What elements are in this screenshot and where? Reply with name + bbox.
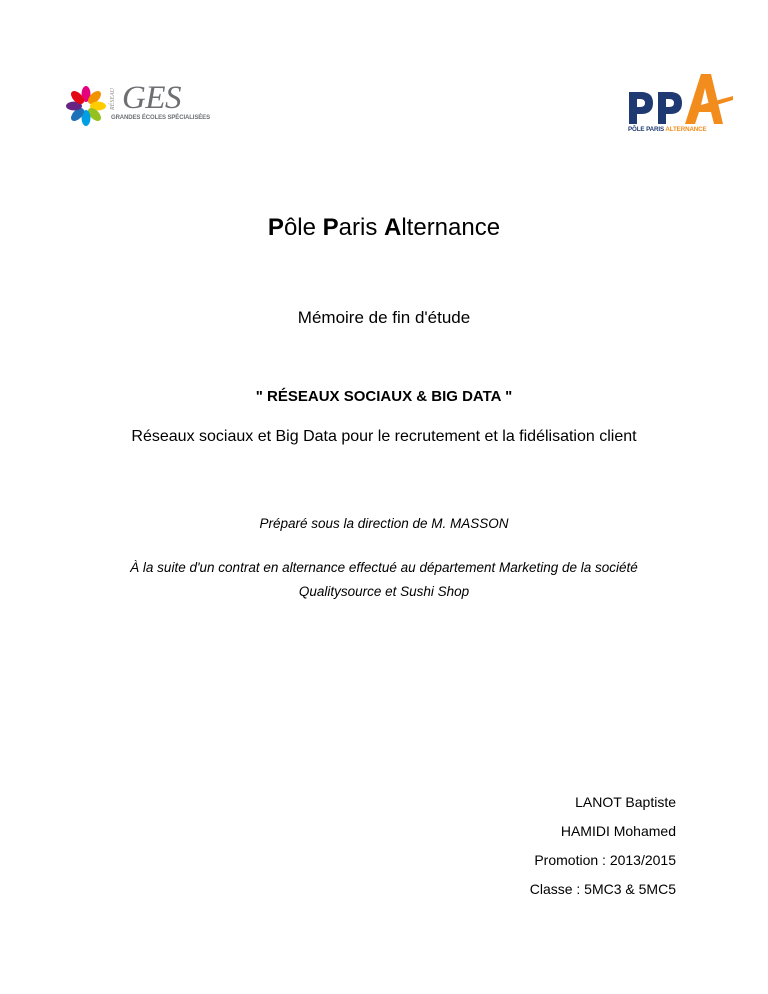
authors-block [530,788,676,904]
ppa-sub-orange: ALTERNANCE [665,126,707,133]
title-part-1: ôle [283,214,323,241]
main-topic: " RÉSEAUX SOCIAUX & BIG DATA " [255,388,513,405]
ges-logo [64,82,214,130]
title-part-3: lternance [401,214,501,241]
title-initial-p1: P [267,214,284,241]
ppa-sub-dark: PÔLE PARIS [628,126,665,133]
topic-description: Réseaux sociaux et Big Data pour le recrutement et la fidélisation client [131,428,637,445]
supervision-line: Préparé sous la direction de M. MASSON [259,516,509,531]
document-title [0,212,768,244]
classe: Classe : 5MC3 & 5MC5 [529,881,676,897]
ges-wordmark: GES [122,80,181,116]
promotion: Promotion : 2013/2015 [534,852,676,868]
document-subtitle: Mémoire de fin d'étude [297,308,471,327]
ges-reseau-label: RÉSEAU [110,88,116,110]
title-part-2: aris [338,214,384,241]
context-line-2: Qualitysource et Sushi Shop [298,584,470,599]
ppa-letters-icon [625,68,737,126]
author-2: HAMIDI Mohamed [560,823,676,839]
title-initial-a: A [384,214,402,241]
title-initial-p2: P [322,214,339,241]
context-line-1: À la suite d'un contrat en alternance effectué au département Marketing de la société [130,560,638,575]
ges-flower-icon [64,82,112,130]
context-paragraph [0,556,768,604]
ppa-logo [625,68,737,138]
author-1: LANOT Baptiste [575,794,676,810]
ges-tagline: GRANDES ÉCOLES SPÉCIALISÉES [111,115,210,121]
ppa-subtitle [628,126,707,133]
